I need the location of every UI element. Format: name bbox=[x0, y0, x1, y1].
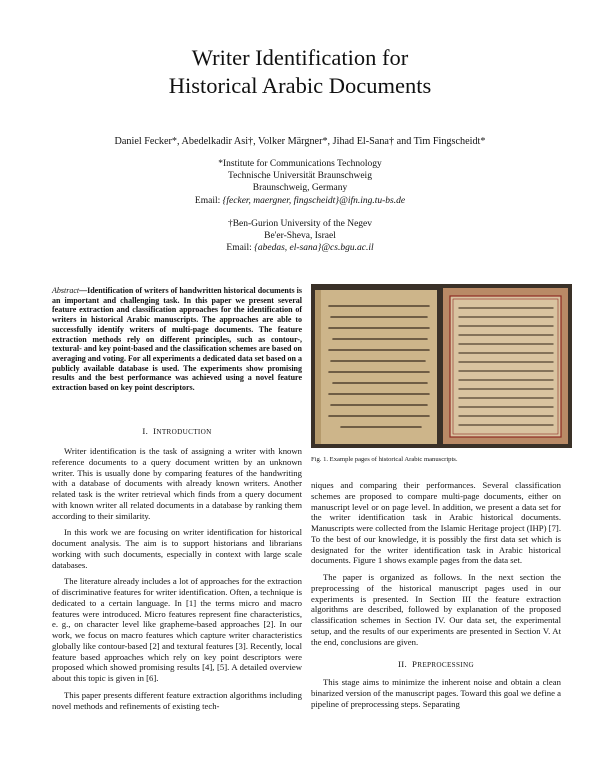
right-column-body bbox=[311, 480, 561, 710]
section-1-numeral: I. bbox=[142, 426, 149, 436]
paper-title bbox=[0, 44, 600, 100]
author-list: Daniel Fecker*, Abedelkadir Asi†, Volker Märgner*, Jihad El-Sana† and Tim Fingscheidt* bbox=[114, 136, 486, 147]
section-2-first-letter: P bbox=[412, 659, 418, 670]
affiliation-1-email[interactable]: {fecker, maergner, fingscheidt}@ifn.ing.tu-bs.de bbox=[222, 195, 406, 206]
affiliation-2-email-label: Email: bbox=[226, 243, 255, 254]
abstract bbox=[52, 286, 302, 393]
affiliation-1 bbox=[0, 158, 600, 207]
abstract-text: —Identification of writers of handwritten historical documents is an important and challenging task. In this paper we present several feature extraction and classification approaches for the identification of writers in historical Arabic manuscripts. The approaches are able to successfully identify writers of multi-page documents. The feature extraction methods rely on different principles, such as contour-, textural- and key point-based and the classification schemes are based on averaging and voting. For all experiments a dedicated data set based on a publicly available database is used. The experiments show promising results and the best performance was achieved using a novel feature extraction based on key point descriptors. bbox=[52, 286, 302, 393]
figure-caption: Fig. 1. Example pages of historical Arabic manuscripts. bbox=[311, 456, 458, 463]
paragraph: In this work we are focusing on writer identification for historical document analysis. The aim is to support historians and librarians working with such documents, especially in context with large scale databases. bbox=[52, 527, 302, 570]
affiliation-2 bbox=[0, 218, 600, 255]
left-column-body bbox=[52, 446, 302, 711]
paragraph: The literature already includes a lot of approaches for the extraction of discriminative features for writer identification. Often, a technique is dedicated to a certain language. In [1] the terms micro and macro features were introduced. Micro features represent fine characteristics, e. g., on character level like grapheme-based approaches [2]. In our work, we focus on macro features which capture writer characteristics globally like contour-based [2] and textural features [3]. Recently, local feature based approaches which rely on key point descriptors were proposed which showed promising results [4], [5]. A detailed overview about this topic is given in [6]. bbox=[52, 576, 302, 683]
paragraph: niques and comparing their performances. Several classification schemes are proposed to compare multi-page documents, either on manuscript level or on page level. In addition, we present a data set for the writer identification task in Arabic historical documents. Manuscripts were collected from the Islamic Heritage project (IHP) [7]. To the best of our knowledge, it is possibly the first data set which is designated for the writer identification task in Arabic historical documents. Figure 1 shows example pages from the data set. bbox=[311, 480, 561, 566]
manuscript-image bbox=[311, 284, 572, 448]
affiliation-1-location: Braunschweig, Germany bbox=[252, 183, 348, 194]
paragraph: This stage aims to minimize the inherent noise and obtain a clean binarized version of the manuscript pages. Toward this goal we define a pipeline of preprocessing steps. Separating bbox=[311, 677, 561, 709]
manuscript-page-left bbox=[315, 290, 437, 444]
affiliation-2-university: †Ben-Gurion University of the Negev bbox=[227, 219, 373, 229]
paragraph: Writer identification is the task of assigning a writer with known reference documents to a query document written by an unknown writer. This is usually done by comparing features of the handwriting with a database of documents with already known writers. Another related task is the writer retrieval which finds from a query document with known writer all related documents in a database by ranking them according to their similarity. bbox=[52, 446, 302, 521]
section-1-first-letter: I bbox=[153, 426, 157, 436]
section-2-rest: REPROCESSING bbox=[417, 661, 474, 670]
figure-manuscript-pages bbox=[311, 284, 572, 448]
paragraph: This paper presents different feature extraction algorithms including novel methods and refinements of existing tech- bbox=[52, 689, 302, 711]
section-2-numeral: II. bbox=[398, 659, 408, 670]
affiliation-1-email-label: Email: bbox=[194, 195, 223, 206]
affiliation-2-email[interactable]: {abedas, el-sana}@cs.bgu.ac.il bbox=[254, 243, 374, 254]
abstract-label: Abstract bbox=[52, 286, 80, 295]
section-heading-introduction bbox=[52, 426, 302, 436]
affiliation-2-email-line bbox=[0, 242, 600, 254]
affiliation-1-university: Technische Universität Braunschweig bbox=[228, 171, 372, 182]
affiliation-1-institute: *Institute for Communications Technology bbox=[218, 159, 382, 169]
section-heading-preprocessing bbox=[311, 659, 561, 669]
title-line-1: Writer Identification for bbox=[191, 45, 409, 70]
affiliation-2-location: Be'er-Sheva, Israel bbox=[264, 231, 336, 242]
affiliation-1-email-line bbox=[0, 195, 600, 207]
section-1-rest: NTRODUCTION bbox=[156, 428, 212, 436]
paragraph: The paper is organized as follows. In the next section the preprocessing of the historical manuscript pages used in our experiments is presented. In Section III the feature extraction algorithms are described, followed by explanation of the proposed classification schemes in Section IV. Our data set, the experimental setup, and the results of our experiments are presented in Section V. At the end, conclusions are given. bbox=[311, 572, 561, 647]
title-line-2: Historical Arabic Documents bbox=[168, 73, 432, 98]
